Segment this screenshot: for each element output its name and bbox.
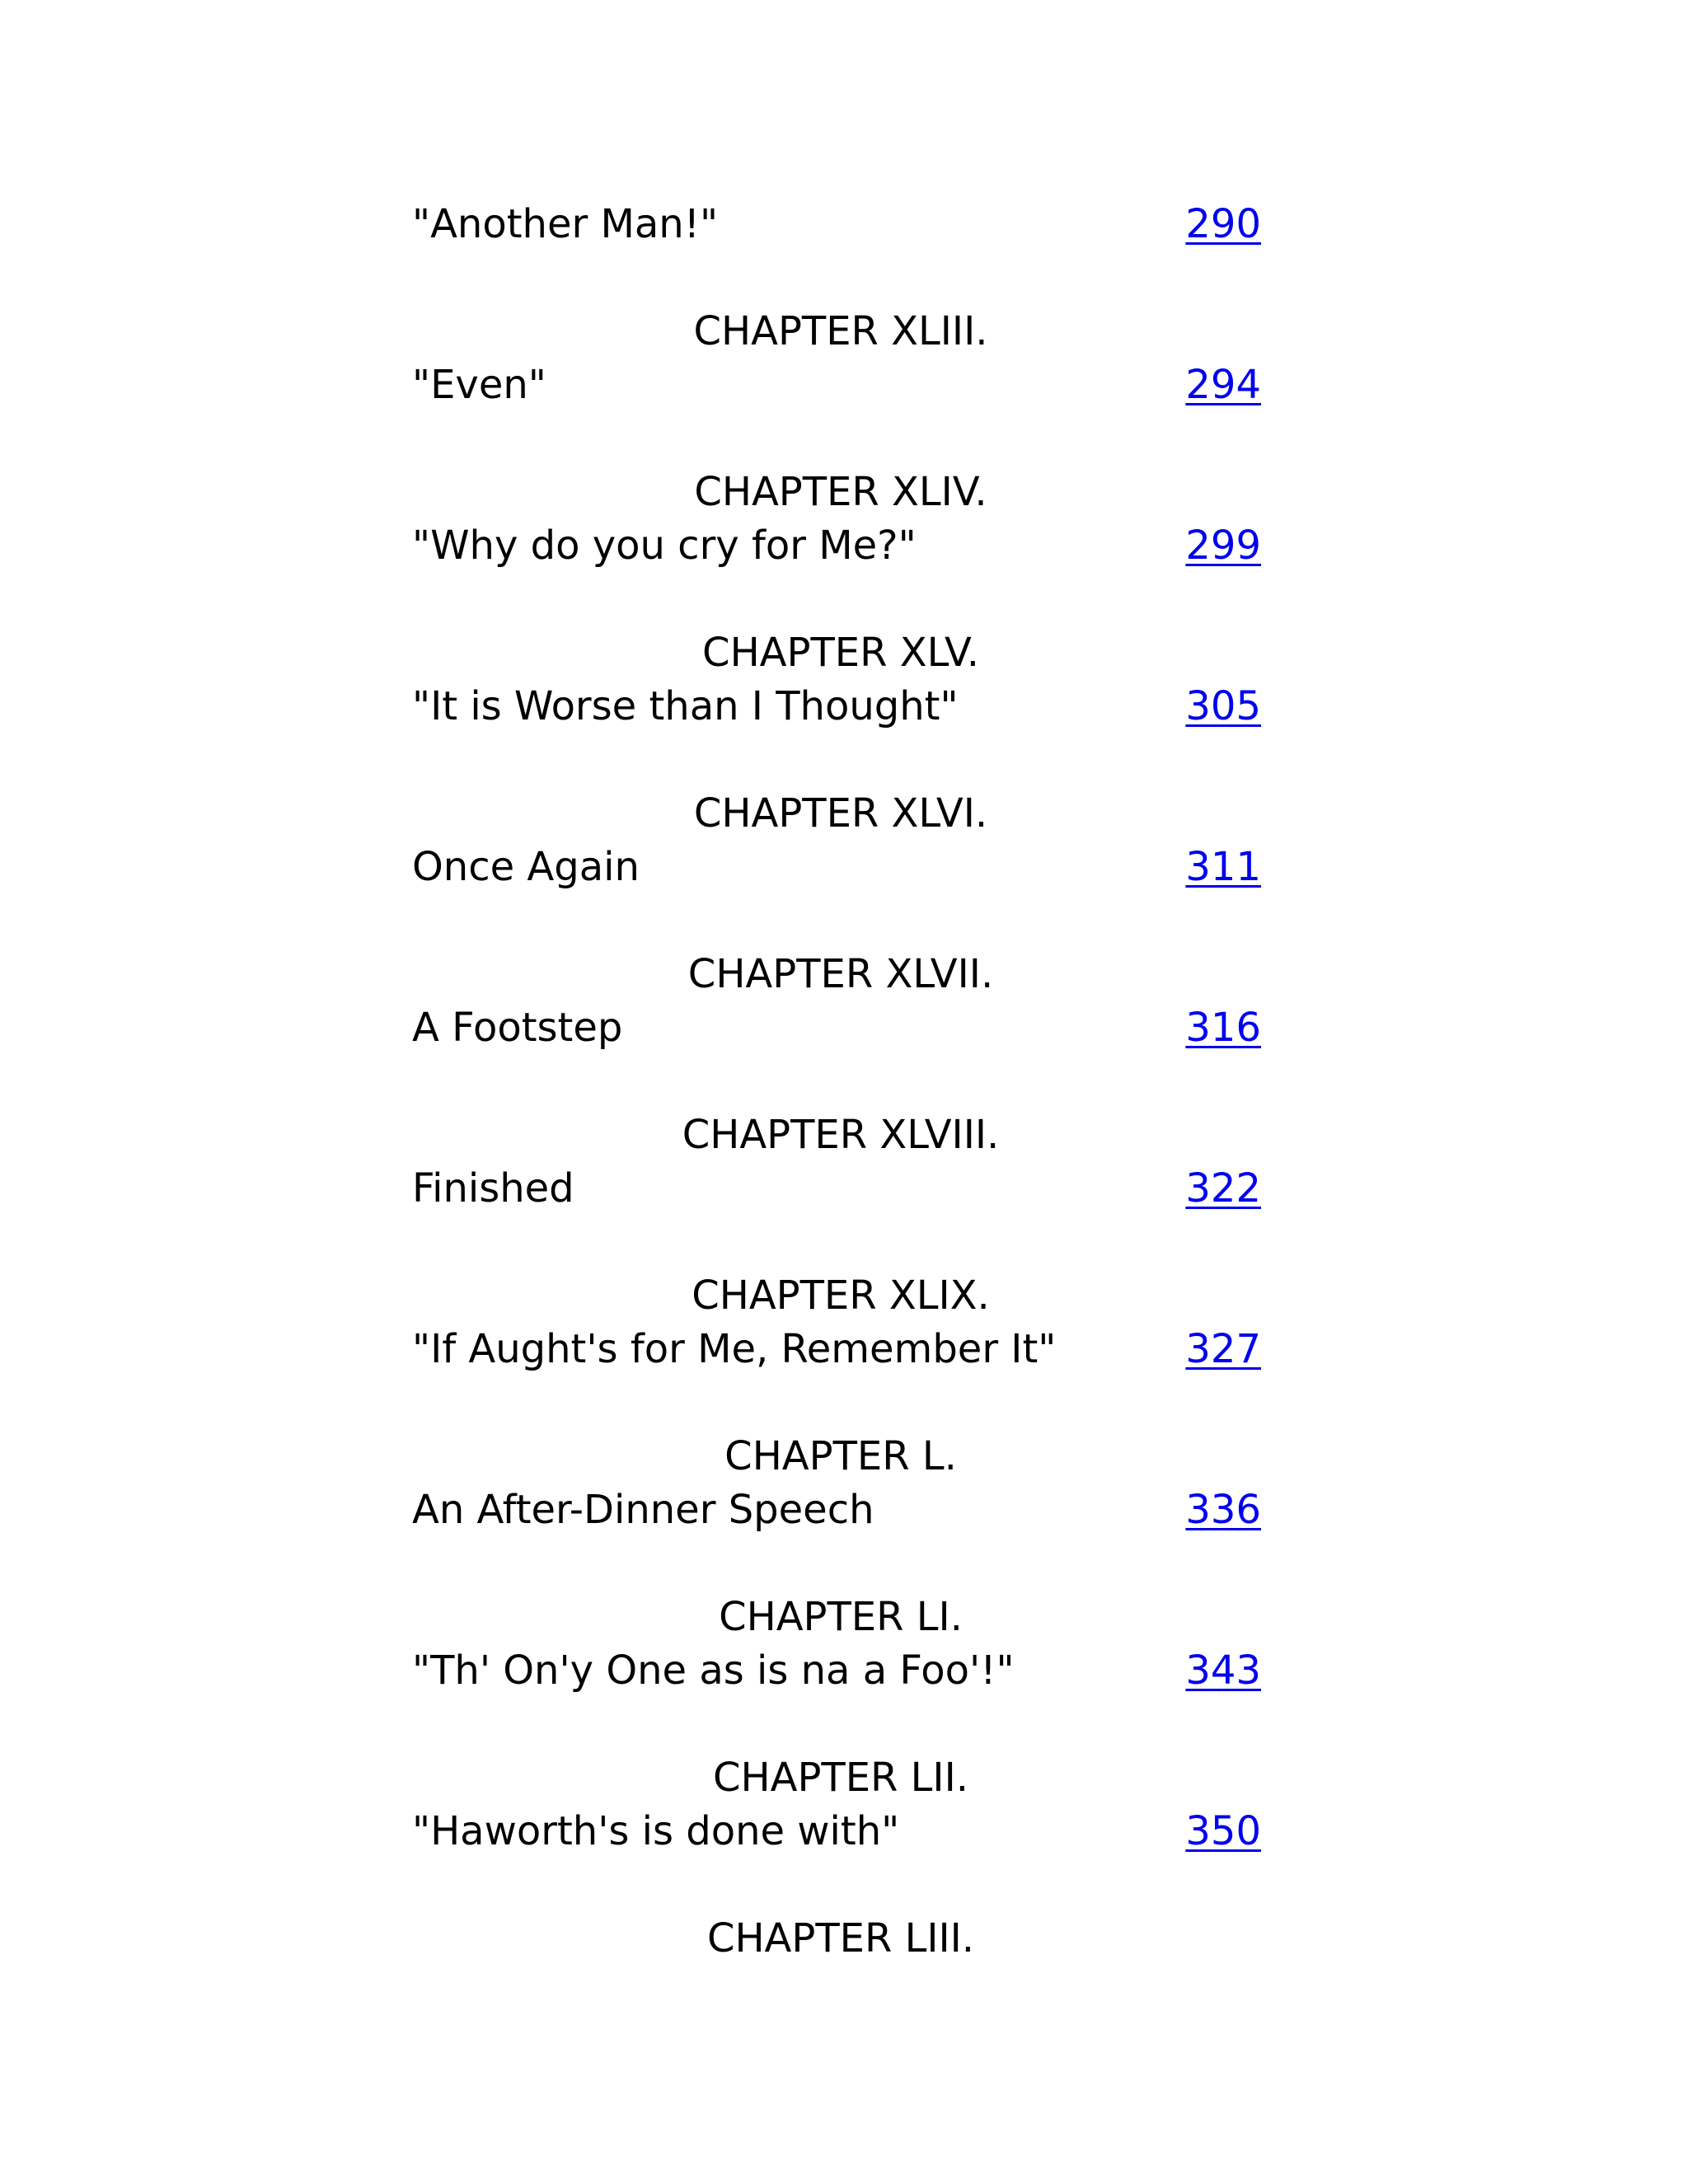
toc-entry (412, 1160, 1269, 1217)
page-link[interactable]: 311 (1185, 844, 1261, 890)
entry-title: "Another Man!" (412, 201, 719, 247)
chapter-heading: CHAPTER L. (724, 1433, 957, 1479)
page-link[interactable]: 327 (1185, 1326, 1261, 1372)
page-link[interactable]: 294 (1185, 362, 1261, 408)
entry-title: A Footstep (412, 1005, 623, 1051)
page-link[interactable]: 322 (1185, 1165, 1261, 1212)
entry-title: "It is Worse than I Thought" (412, 683, 959, 729)
toc-entry (412, 999, 1269, 1057)
entry-title: "Th' On'y One as is na a Foo'!" (412, 1647, 1015, 1694)
chapter-heading: CHAPTER LIII. (706, 1915, 975, 1961)
toc-entry (412, 195, 1269, 253)
entry-title: "Even" (412, 362, 546, 408)
toc-entry (412, 517, 1269, 574)
chapter-heading: CHAPTER XLVIII. (682, 1112, 1000, 1158)
toc-entry (412, 1320, 1269, 1378)
chapter-heading: CHAPTER XLV. (702, 630, 979, 676)
entry-title: Once Again (412, 844, 640, 890)
page-link[interactable]: 336 (1185, 1487, 1261, 1533)
page-link[interactable]: 299 (1185, 523, 1261, 569)
chapter-heading: CHAPTER XLVII. (687, 951, 994, 997)
entry-title: An After-Dinner Speech (412, 1487, 874, 1533)
chapter-heading: CHAPTER XLIII. (693, 308, 988, 354)
chapter-heading: CHAPTER LII. (713, 1755, 968, 1801)
toc-entry (412, 1481, 1269, 1539)
entry-title: "Haworth's is done with" (412, 1808, 900, 1854)
page-link[interactable]: 350 (1185, 1808, 1261, 1854)
chapter-heading: CHAPTER XLVI. (693, 790, 988, 837)
toc-entry (412, 838, 1269, 896)
entry-title: Finished (412, 1165, 574, 1212)
toc-entry (412, 1802, 1269, 1860)
entry-title: "If Aught's for Me, Remember It" (412, 1326, 1057, 1372)
toc-entry (412, 1642, 1269, 1699)
chapter-heading: CHAPTER XLIX. (692, 1272, 990, 1319)
page-link[interactable]: 290 (1185, 201, 1261, 247)
entry-title: "Why do you cry for Me?" (412, 523, 917, 569)
chapter-heading: CHAPTER LI. (719, 1594, 963, 1640)
chapter-heading: CHAPTER XLIV. (694, 469, 987, 515)
page-link[interactable]: 305 (1185, 683, 1261, 729)
page-link[interactable]: 343 (1185, 1647, 1261, 1694)
page-link[interactable]: 316 (1185, 1005, 1261, 1051)
toc-entry (412, 677, 1269, 735)
toc-entry (412, 356, 1269, 414)
